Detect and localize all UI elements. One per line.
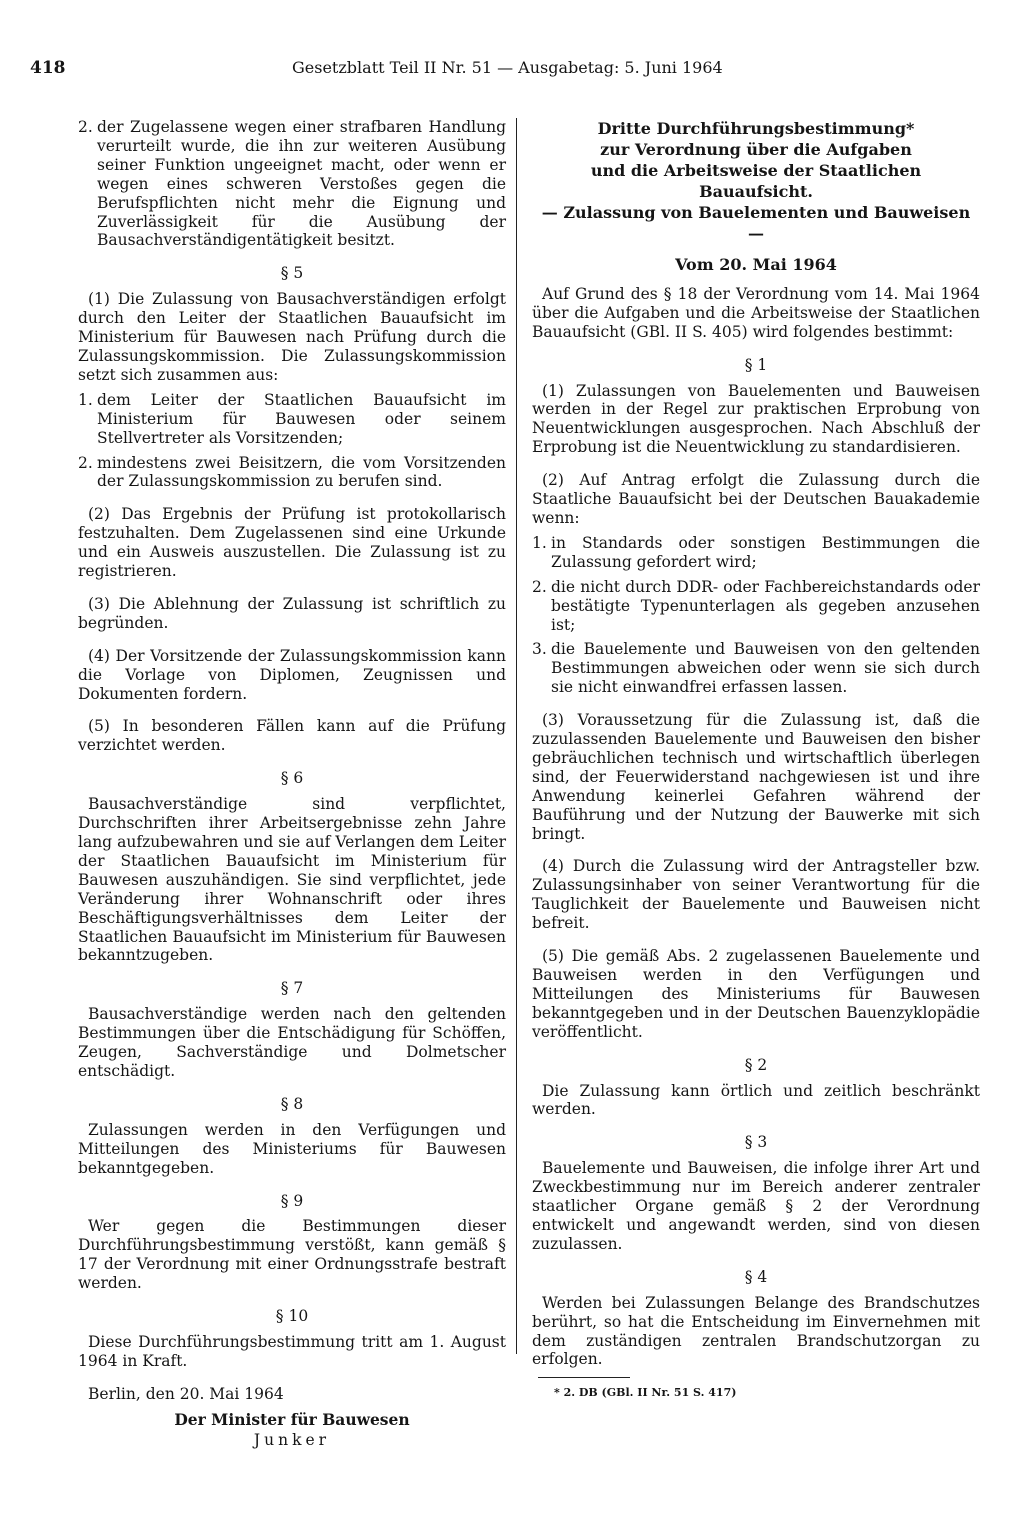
paragraph: (5) Die gemäß Abs. 2 zugelassenen Bauelemente und Bauweisen werden in den Verfügungen und Mitteilungen des Ministeriums für Bauwesen bekanntgegeben und in der Deutschen Bauenzyklopädie veröffentlicht. bbox=[532, 947, 980, 1041]
list-number: 2. bbox=[532, 577, 547, 596]
list-number: 2. bbox=[78, 118, 93, 136]
list-item bbox=[532, 640, 980, 697]
title-line: zur Verordnung über die Aufgaben bbox=[600, 140, 912, 159]
paragraph: (2) Auf Antrag erfolgt die Zulassung durch die Staatliche Bauaufsicht bei der Deutschen Bauakademie wenn: bbox=[532, 471, 980, 527]
list-text: die nicht durch DDR- oder Fachbereichstandards oder bestätigte Typenunterlagen als gegeben anzusehen ist; bbox=[551, 577, 980, 634]
section-heading: § 4 bbox=[744, 1267, 768, 1286]
list-item bbox=[78, 118, 506, 250]
paragraph: Wer gegen die Bestimmungen dieser Durchführungsbestimmung verstößt, kann gemäß § 17 der Verordnung mit einer Ordnungsstrafe bestraft werden. bbox=[78, 1217, 506, 1293]
title-line: und die Arbeitsweise der Staatlichen Bauaufsicht. bbox=[590, 161, 922, 201]
section-heading: § 10 bbox=[275, 1307, 309, 1326]
page-header bbox=[30, 56, 770, 80]
section-heading: § 5 bbox=[280, 264, 304, 283]
list-number: 1. bbox=[78, 390, 93, 409]
right-column bbox=[532, 118, 980, 1403]
list-number: 2. bbox=[78, 453, 93, 472]
paragraph: Werden bei Zulassungen Belange des Brandschutzes berührt, so hat die Entscheidung im Einvernehmen mit dem zuständigen zentralen Brandschutzorgan zu erfolgen. bbox=[532, 1293, 980, 1369]
document-date: Vom 20. Mai 1964 bbox=[675, 255, 837, 274]
paragraph: Die Zulassung kann örtlich und zeitlich beschränkt werden. bbox=[532, 1081, 980, 1119]
signature-block bbox=[78, 1410, 506, 1450]
document-title bbox=[532, 118, 980, 244]
paragraph: (3) Die Ablehnung der Zulassung ist schriftlich zu begründen. bbox=[78, 594, 506, 632]
preamble: Auf Grund des § 18 der Verordnung vom 14. Mai 1964 über die Aufgaben und die Arbeitsweise der Staatlichen Bauaufsicht (GBl. II S. 405) wird folgendes bestimmt: bbox=[532, 284, 980, 341]
section-heading: § 9 bbox=[280, 1191, 304, 1210]
list-item bbox=[78, 391, 506, 448]
list-text: die Bauelemente und Bauweisen von den geltenden Bestimmungen abweichen oder wenn sie sich durch sie nicht einwandfrei erfassen lassen. bbox=[551, 640, 980, 697]
signature-title: Der Minister für Bauwesen bbox=[174, 1409, 410, 1429]
title-line: — Zulassung von Bauelementen und Bauweisen — bbox=[541, 203, 971, 243]
list-number: 1. bbox=[532, 533, 547, 552]
paragraph: (1) Die Zulassung von Bausachverständigen erfolgt durch den Leiter der Staatlichen Bauaufsicht im Ministerium für Bauwesen nach Prüfung durch die Zulassungskommission. Die Zulassungskommission setzt sich zusammen aus: bbox=[78, 290, 506, 384]
paragraph: (4) Durch die Zulassung wird der Antragsteller bzw. Zulassungsinhaber von seiner Verantwortung für die Tauglichkeit der Bauelemente und Bauweisen nicht befreit. bbox=[532, 857, 980, 933]
paragraph: (2) Das Ergebnis der Prüfung ist protokollarisch festzuhalten. Dem Zugelassenen sind eine Urkunde und ein Ausweis auszustellen. Die Zulassung ist zu registrieren. bbox=[78, 505, 506, 581]
title-line: Dritte Durchführungsbestimmung* bbox=[597, 119, 915, 138]
paragraph: Zulassungen werden in den Verfügungen und Mitteilungen des Ministeriums für Bauwesen bekanntgegeben. bbox=[78, 1120, 506, 1177]
list-item bbox=[78, 454, 506, 492]
paragraph: (1) Zulassungen von Bauelementen und Bauweisen werden in der Regel zur praktischen Erprobung von Neuentwicklungen ausgesprochen. Nach Abschluß der Erprobung ist die Neuentwicklung zu standardisieren. bbox=[532, 381, 980, 457]
section-heading: § 2 bbox=[744, 1055, 768, 1074]
list-text: in Standards oder sonstigen Bestimmungen die Zulassung gefordert wird; bbox=[551, 533, 980, 571]
running-title: Gesetzblatt Teil II Nr. 51 — Ausgabetag: 5. Juni 1964 bbox=[292, 58, 723, 77]
list-text: dem Leiter der Staatlichen Bauaufsicht im Ministerium für Bauwesen oder seinem Stellvertreter als Vorsitzenden; bbox=[97, 390, 506, 447]
paragraph: Bauelemente und Bauweisen, die infolge ihrer Art und Zweckbestimmung nur im Bereich anderer zentraler staatlicher Organe gemäß § 2 der Verordnung entwickelt und angewandt werden, sind von diesen zuzulassen. bbox=[532, 1159, 980, 1253]
column-divider bbox=[516, 118, 517, 1354]
paragraph: Diese Durchführungsbestimmung tritt am 1. August 1964 in Kraft. bbox=[78, 1332, 506, 1370]
paragraph: (4) Der Vorsitzende der Zulassungskommission kann die Vorlage von Diplomen, Zeugnissen und Dokumenten fordern. bbox=[78, 646, 506, 703]
paragraph: (5) In besonderen Fällen kann auf die Prüfung verzichtet werden. bbox=[78, 717, 506, 755]
page-number: 418 bbox=[30, 58, 66, 78]
list-text: mindestens zwei Beisitzern, die vom Vorsitzenden der Zulassungskommission zu berufen sind. bbox=[97, 453, 506, 491]
paragraph: Bausachverständige sind verpflichtet, Durchschriften ihrer Arbeitsergebnisse zehn Jahre lang aufzubewahren und sie auf Verlangen dem Leiter der Staatlichen Bauaufsicht im Ministerium für Bauwesen auszuhändigen. Sie sind verpflichtet, jede Veränderung ihrer Wohnanschrift oder ihres Beschäftigungsverhältnisses dem Leiter der Staatlichen Bauaufsicht im Ministerium für Bauwesen bekanntzugeben. bbox=[78, 795, 506, 965]
list-item bbox=[532, 534, 980, 572]
section-heading: § 1 bbox=[744, 355, 768, 374]
place-date: Berlin, den 20. Mai 1964 bbox=[88, 1384, 284, 1403]
signature-name: Junker bbox=[253, 1430, 331, 1449]
list-text: der Zugelassene wegen einer strafbaren Handlung verurteilt wurde, die ihn zur weiteren Ausübung seiner Funktion ungeeignet macht, oder wenn er wegen eines schweren Verstoßes gegen die Berufspflichten nicht mehr die Eignung und Zuverlässigkeit für die Ausübung der Bausachverständigentätigkeit besitzt. bbox=[97, 118, 506, 250]
section-heading: § 3 bbox=[744, 1133, 768, 1152]
section-heading: § 8 bbox=[280, 1094, 304, 1113]
list-item bbox=[532, 578, 980, 635]
footnote-rule bbox=[538, 1377, 630, 1378]
paragraph: (3) Voraussetzung für die Zulassung ist, daß die zuzulassenden Bauelemente und Bauweisen den bisher gebräuchlichen technisch und wirtschaftlich überlegen sind, der Feuerwiderstand nachgewiesen ist und ihre Anwendung keinerlei Gefahren während der Bauführung und der Nutzung der Bauwerke mit sich bringt. bbox=[532, 711, 980, 843]
list-number: 3. bbox=[532, 640, 547, 659]
footnote: * 2. DB (GBl. II Nr. 51 S. 417) bbox=[554, 1386, 737, 1400]
section-heading: § 7 bbox=[280, 979, 304, 998]
left-column bbox=[78, 118, 506, 1450]
paragraph: Bausachverständige werden nach den geltenden Bestimmungen über die Entschädigung für Schöffen, Zeugen, Sachverständige und Dolmetscher entschädigt. bbox=[78, 1005, 506, 1080]
section-heading: § 6 bbox=[280, 769, 304, 788]
